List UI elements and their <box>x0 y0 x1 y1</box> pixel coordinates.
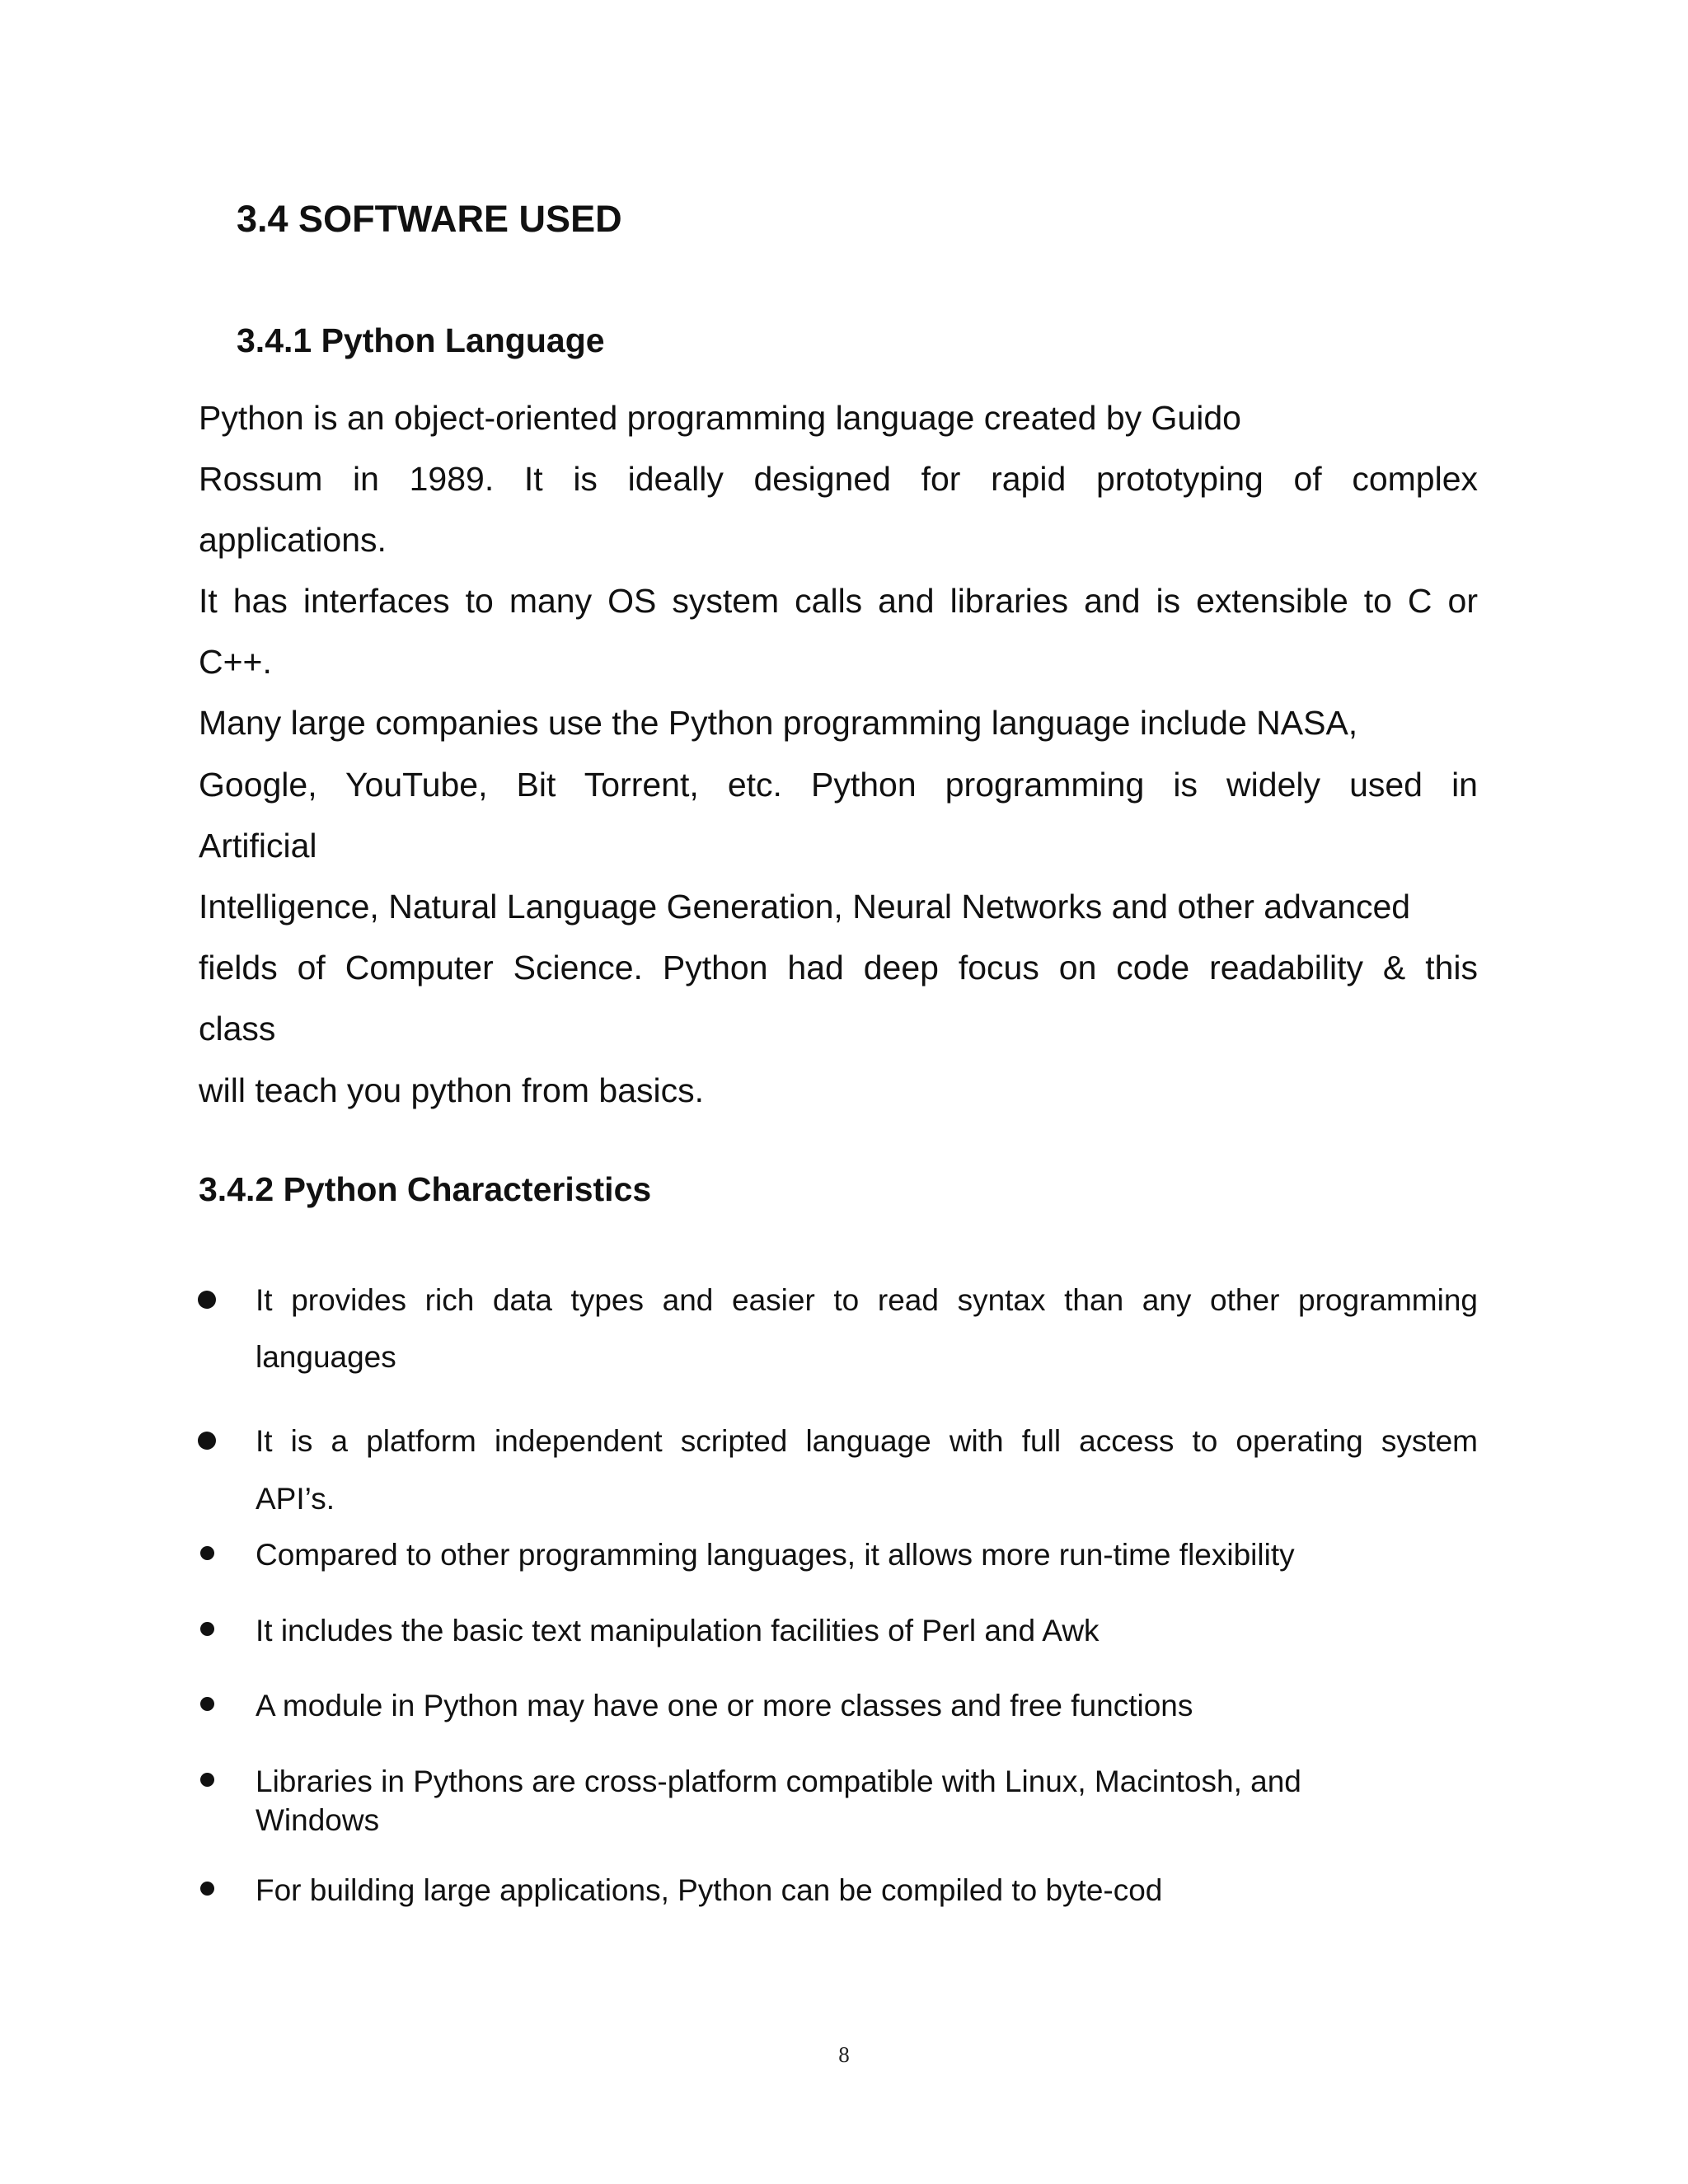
paragraph-line: Intelligence, Natural Language Generation, Neural Networks and other advanced <box>199 888 1411 926</box>
paragraph-line: fields of Computer Science. Python had deep focus on code readability & this <box>199 949 1478 987</box>
list-item-line: It includes the basic text manipulation facilities of Perl and Awk <box>256 1614 1100 1647</box>
bullet-icon <box>198 1432 216 1450</box>
bullet-icon <box>200 1773 214 1787</box>
list-item-line: API’s. <box>256 1482 335 1516</box>
subsection-heading-python-language: 3.4.1 Python Language <box>237 321 605 359</box>
section-title: 3.4 SOFTWARE USED <box>237 198 622 240</box>
list-item-line: For building large applications, Python can be compiled to byte-cod <box>256 1873 1163 1907</box>
paragraph-line: Rossum in 1989. It is ideally designed for rapid prototyping of complex <box>199 460 1478 498</box>
paragraph-line: Google, YouTube, Bit Torrent, etc. Python programming is widely used in <box>199 766 1478 804</box>
list-item-line: Windows <box>256 1803 380 1837</box>
bullet-icon <box>200 1546 214 1560</box>
paragraph-line: C++. <box>199 643 272 681</box>
paragraph-line: will teach you python from basics. <box>199 1071 704 1109</box>
paragraph-line: It has interfaces to many OS system calls and libraries and is extensible to C or <box>199 582 1478 620</box>
list-item-line: Libraries in Pythons are cross-platform compatible with Linux, Macintosh, and <box>256 1765 1301 1798</box>
bullet-icon <box>198 1291 216 1309</box>
bullet-icon <box>200 1882 214 1896</box>
page-number: 8 <box>838 2042 850 2067</box>
list-item-line: It provides rich data types and easier to read syntax than any other programming <box>256 1283 1478 1317</box>
list-item-line: languages <box>256 1340 396 1374</box>
subsection-heading-python-characteristics: 3.4.2 Python Characteristics <box>199 1170 652 1208</box>
paragraph-line: Python is an object-oriented programming language created by Guido <box>199 399 1241 437</box>
list-item-line: It is a platform independent scripted language with full access to operating system <box>256 1424 1478 1458</box>
list-item-line: Compared to other programming languages, it allows more run-time flexibility <box>256 1538 1295 1572</box>
paragraph-line: Artificial <box>199 827 317 865</box>
list-item-line: A module in Python may have one or more classes and free functions <box>256 1689 1193 1722</box>
paragraph-line: class <box>199 1010 276 1047</box>
paragraph-line: Many large companies use the Python programming language include NASA, <box>199 704 1358 742</box>
paragraph-line: applications. <box>199 521 387 559</box>
bullet-icon <box>200 1697 214 1711</box>
bullet-icon <box>200 1622 214 1636</box>
